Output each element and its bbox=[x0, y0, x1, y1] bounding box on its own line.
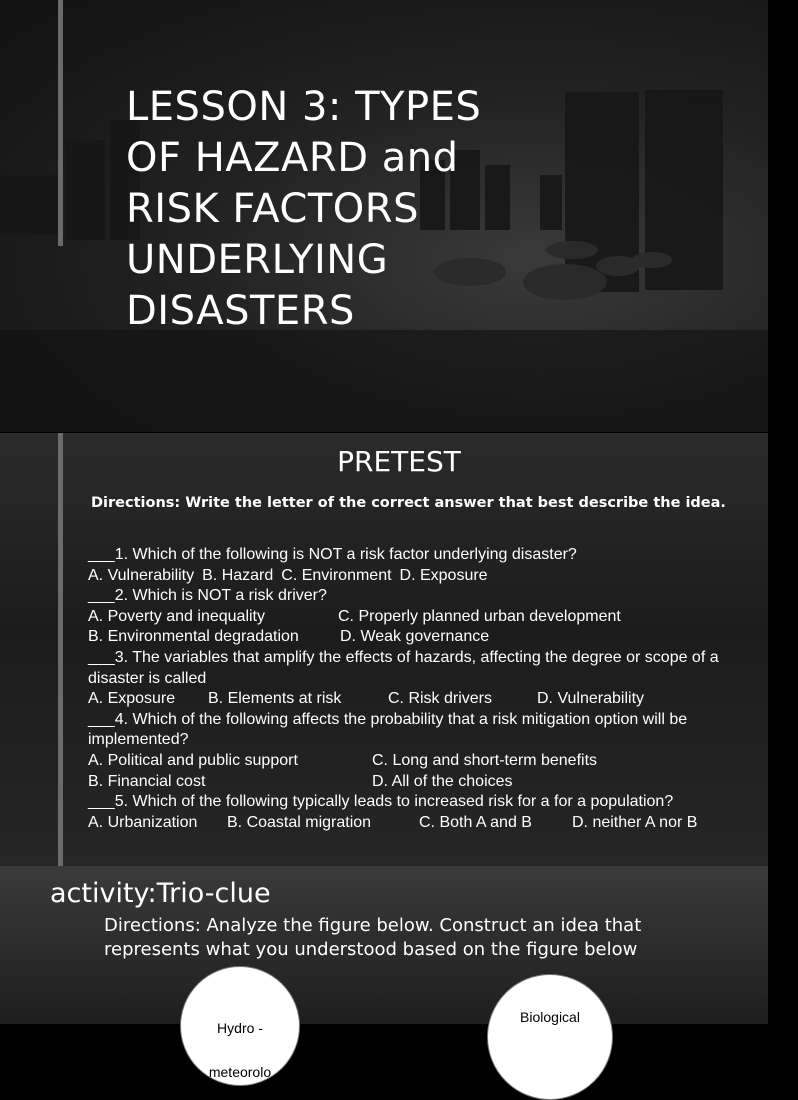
option: A. Political and public support bbox=[88, 751, 298, 769]
pretest-directions: Directions: Write the letter of the correct answer that best describe the idea. bbox=[91, 495, 726, 511]
question-stem: ___5. Which of the following typically leads to increased risk for a for a population? bbox=[88, 793, 674, 811]
option: A. Urbanization bbox=[88, 813, 198, 831]
option: D. Weak governance bbox=[340, 628, 490, 646]
option-row bbox=[88, 627, 738, 648]
title-slide bbox=[0, 0, 768, 432]
option: B. Elements at risk bbox=[208, 690, 342, 708]
pretest-heading: PRETEST bbox=[337, 445, 461, 478]
question-stem: ___3. The variables that amplify the effects of hazards, affecting the degree or scope of a disaster is called bbox=[88, 648, 719, 687]
option: A. Poverty and inequality bbox=[88, 607, 265, 625]
title-line: RISK FACTORS bbox=[126, 186, 419, 232]
option: D. Exposure bbox=[399, 566, 488, 584]
option-row bbox=[88, 751, 738, 772]
option: C. Both A and B bbox=[419, 813, 532, 831]
title-line: OF HAZARD and bbox=[126, 135, 459, 181]
circle-label-line: Hydro - bbox=[217, 1020, 263, 1036]
option: A. Vulnerability bbox=[88, 566, 195, 584]
option: A. Exposure bbox=[88, 690, 176, 708]
lesson-title bbox=[126, 82, 546, 337]
question-stem: ___4. Which of the following affects the probability that a risk mitigation option will be implemented? bbox=[88, 710, 688, 749]
title-line: LESSON 3: TYPES bbox=[126, 84, 482, 130]
title-line: DISASTERS bbox=[126, 288, 355, 334]
option: C. Environment bbox=[281, 566, 392, 584]
activity-directions: Directions: Analyze the figure below. Construct an idea that represents what you understood based on the figure below bbox=[104, 915, 642, 960]
option-row bbox=[88, 566, 738, 587]
question-stem: ___1. Which of the following is NOT a risk factor underlying disaster? bbox=[88, 546, 577, 563]
biological-circle bbox=[487, 974, 613, 1100]
activity-slide bbox=[0, 866, 768, 1080]
option: C. Risk drivers bbox=[388, 690, 493, 708]
title-line: UNDERLYING bbox=[126, 237, 389, 283]
option-row bbox=[88, 607, 738, 628]
option: B. Coastal migration bbox=[227, 813, 372, 831]
option: C. Long and short-term benefits bbox=[372, 751, 598, 769]
hydro-meteorological-circle bbox=[180, 966, 300, 1086]
circle-label: Biological bbox=[520, 1009, 580, 1025]
option: C. Properly planned urban development bbox=[338, 607, 621, 625]
accent-bar bbox=[58, 433, 63, 866]
option: D. Vulnerability bbox=[537, 690, 645, 708]
option: B. Hazard bbox=[202, 566, 274, 584]
question-list bbox=[88, 545, 738, 833]
activity-heading: activity:Trio-clue bbox=[50, 878, 271, 909]
option-row bbox=[88, 772, 738, 793]
option: B. Financial cost bbox=[88, 772, 206, 790]
option: D. neither A nor B bbox=[572, 813, 698, 831]
question-stem: ___2. Which is NOT a risk driver? bbox=[88, 587, 327, 605]
option-row bbox=[88, 689, 738, 710]
option: D. All of the choices bbox=[372, 772, 513, 790]
option: B. Environmental degradation bbox=[88, 628, 299, 646]
circle-label-line: meteorolo bbox=[208, 1064, 272, 1080]
accent-bar bbox=[58, 0, 63, 246]
pretest-slide bbox=[0, 433, 768, 866]
option-row bbox=[88, 813, 738, 834]
